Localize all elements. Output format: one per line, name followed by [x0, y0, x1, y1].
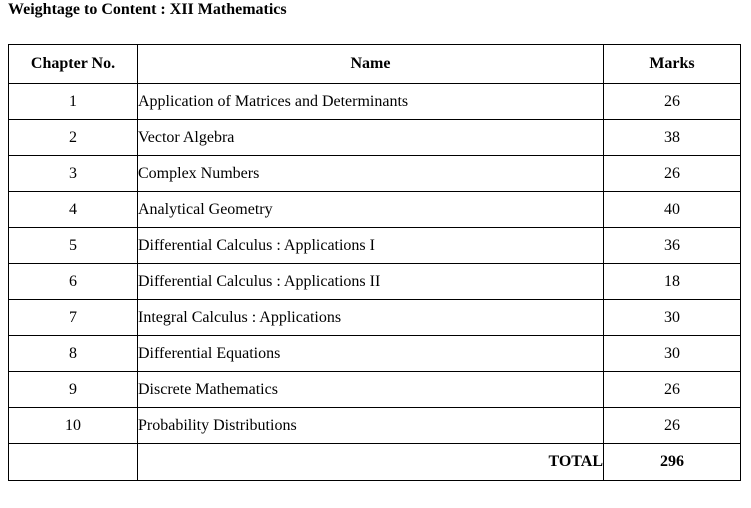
total-value: 296: [604, 444, 741, 481]
chapter-number-cell: 5: [9, 228, 138, 264]
marks-cell: 40: [604, 192, 741, 228]
chapter-number-cell: 1: [9, 84, 138, 120]
chapter-name-cell: Differential Equations: [138, 336, 604, 372]
table-row: [9, 228, 741, 264]
chapter-number-cell: 8: [9, 336, 138, 372]
table-row: [9, 84, 741, 120]
chapter-name-cell: Analytical Geometry: [138, 192, 604, 228]
chapter-name-cell: Probability Distributions: [138, 408, 604, 444]
chapter-number-cell: 6: [9, 264, 138, 300]
marks-cell: 26: [604, 408, 741, 444]
chapter-name-cell: Differential Calculus : Applications I: [138, 228, 604, 264]
column-header-chapter-no: Chapter No.: [9, 45, 138, 84]
table-header-row: [9, 45, 741, 84]
marks-cell: 38: [604, 120, 741, 156]
table-row: [9, 264, 741, 300]
chapter-number-cell: 9: [9, 372, 138, 408]
table-row: [9, 336, 741, 372]
chapter-name-cell: Discrete Mathematics: [138, 372, 604, 408]
marks-cell: 26: [604, 156, 741, 192]
table-row: [9, 156, 741, 192]
marks-cell: 26: [604, 372, 741, 408]
table-row: [9, 372, 741, 408]
column-header-name: Name: [138, 45, 604, 84]
chapter-name-cell: Complex Numbers: [138, 156, 604, 192]
chapter-name-cell: Vector Algebra: [138, 120, 604, 156]
marks-cell: 18: [604, 264, 741, 300]
marks-cell: 36: [604, 228, 741, 264]
page-title: Weightage to Content : XII Mathematics: [8, 1, 287, 18]
chapter-number-cell: 3: [9, 156, 138, 192]
chapter-name-cell: Differential Calculus : Applications II: [138, 264, 604, 300]
marks-cell: 30: [604, 300, 741, 336]
chapter-number-cell: 7: [9, 300, 138, 336]
chapter-name-cell: Integral Calculus : Applications: [138, 300, 604, 336]
weightage-table: [8, 44, 741, 481]
chapter-name-cell: Application of Matrices and Determinants: [138, 84, 604, 120]
total-row: [9, 444, 741, 481]
table-row: [9, 408, 741, 444]
chapter-number-cell: 10: [9, 408, 138, 444]
table-row: [9, 120, 741, 156]
marks-cell: 30: [604, 336, 741, 372]
empty-cell: [9, 444, 138, 481]
total-label: TOTAL: [138, 444, 604, 481]
chapter-number-cell: 4: [9, 192, 138, 228]
table-row: [9, 300, 741, 336]
marks-cell: 26: [604, 84, 741, 120]
chapter-number-cell: 2: [9, 120, 138, 156]
table-row: [9, 192, 741, 228]
column-header-marks: Marks: [604, 45, 741, 84]
